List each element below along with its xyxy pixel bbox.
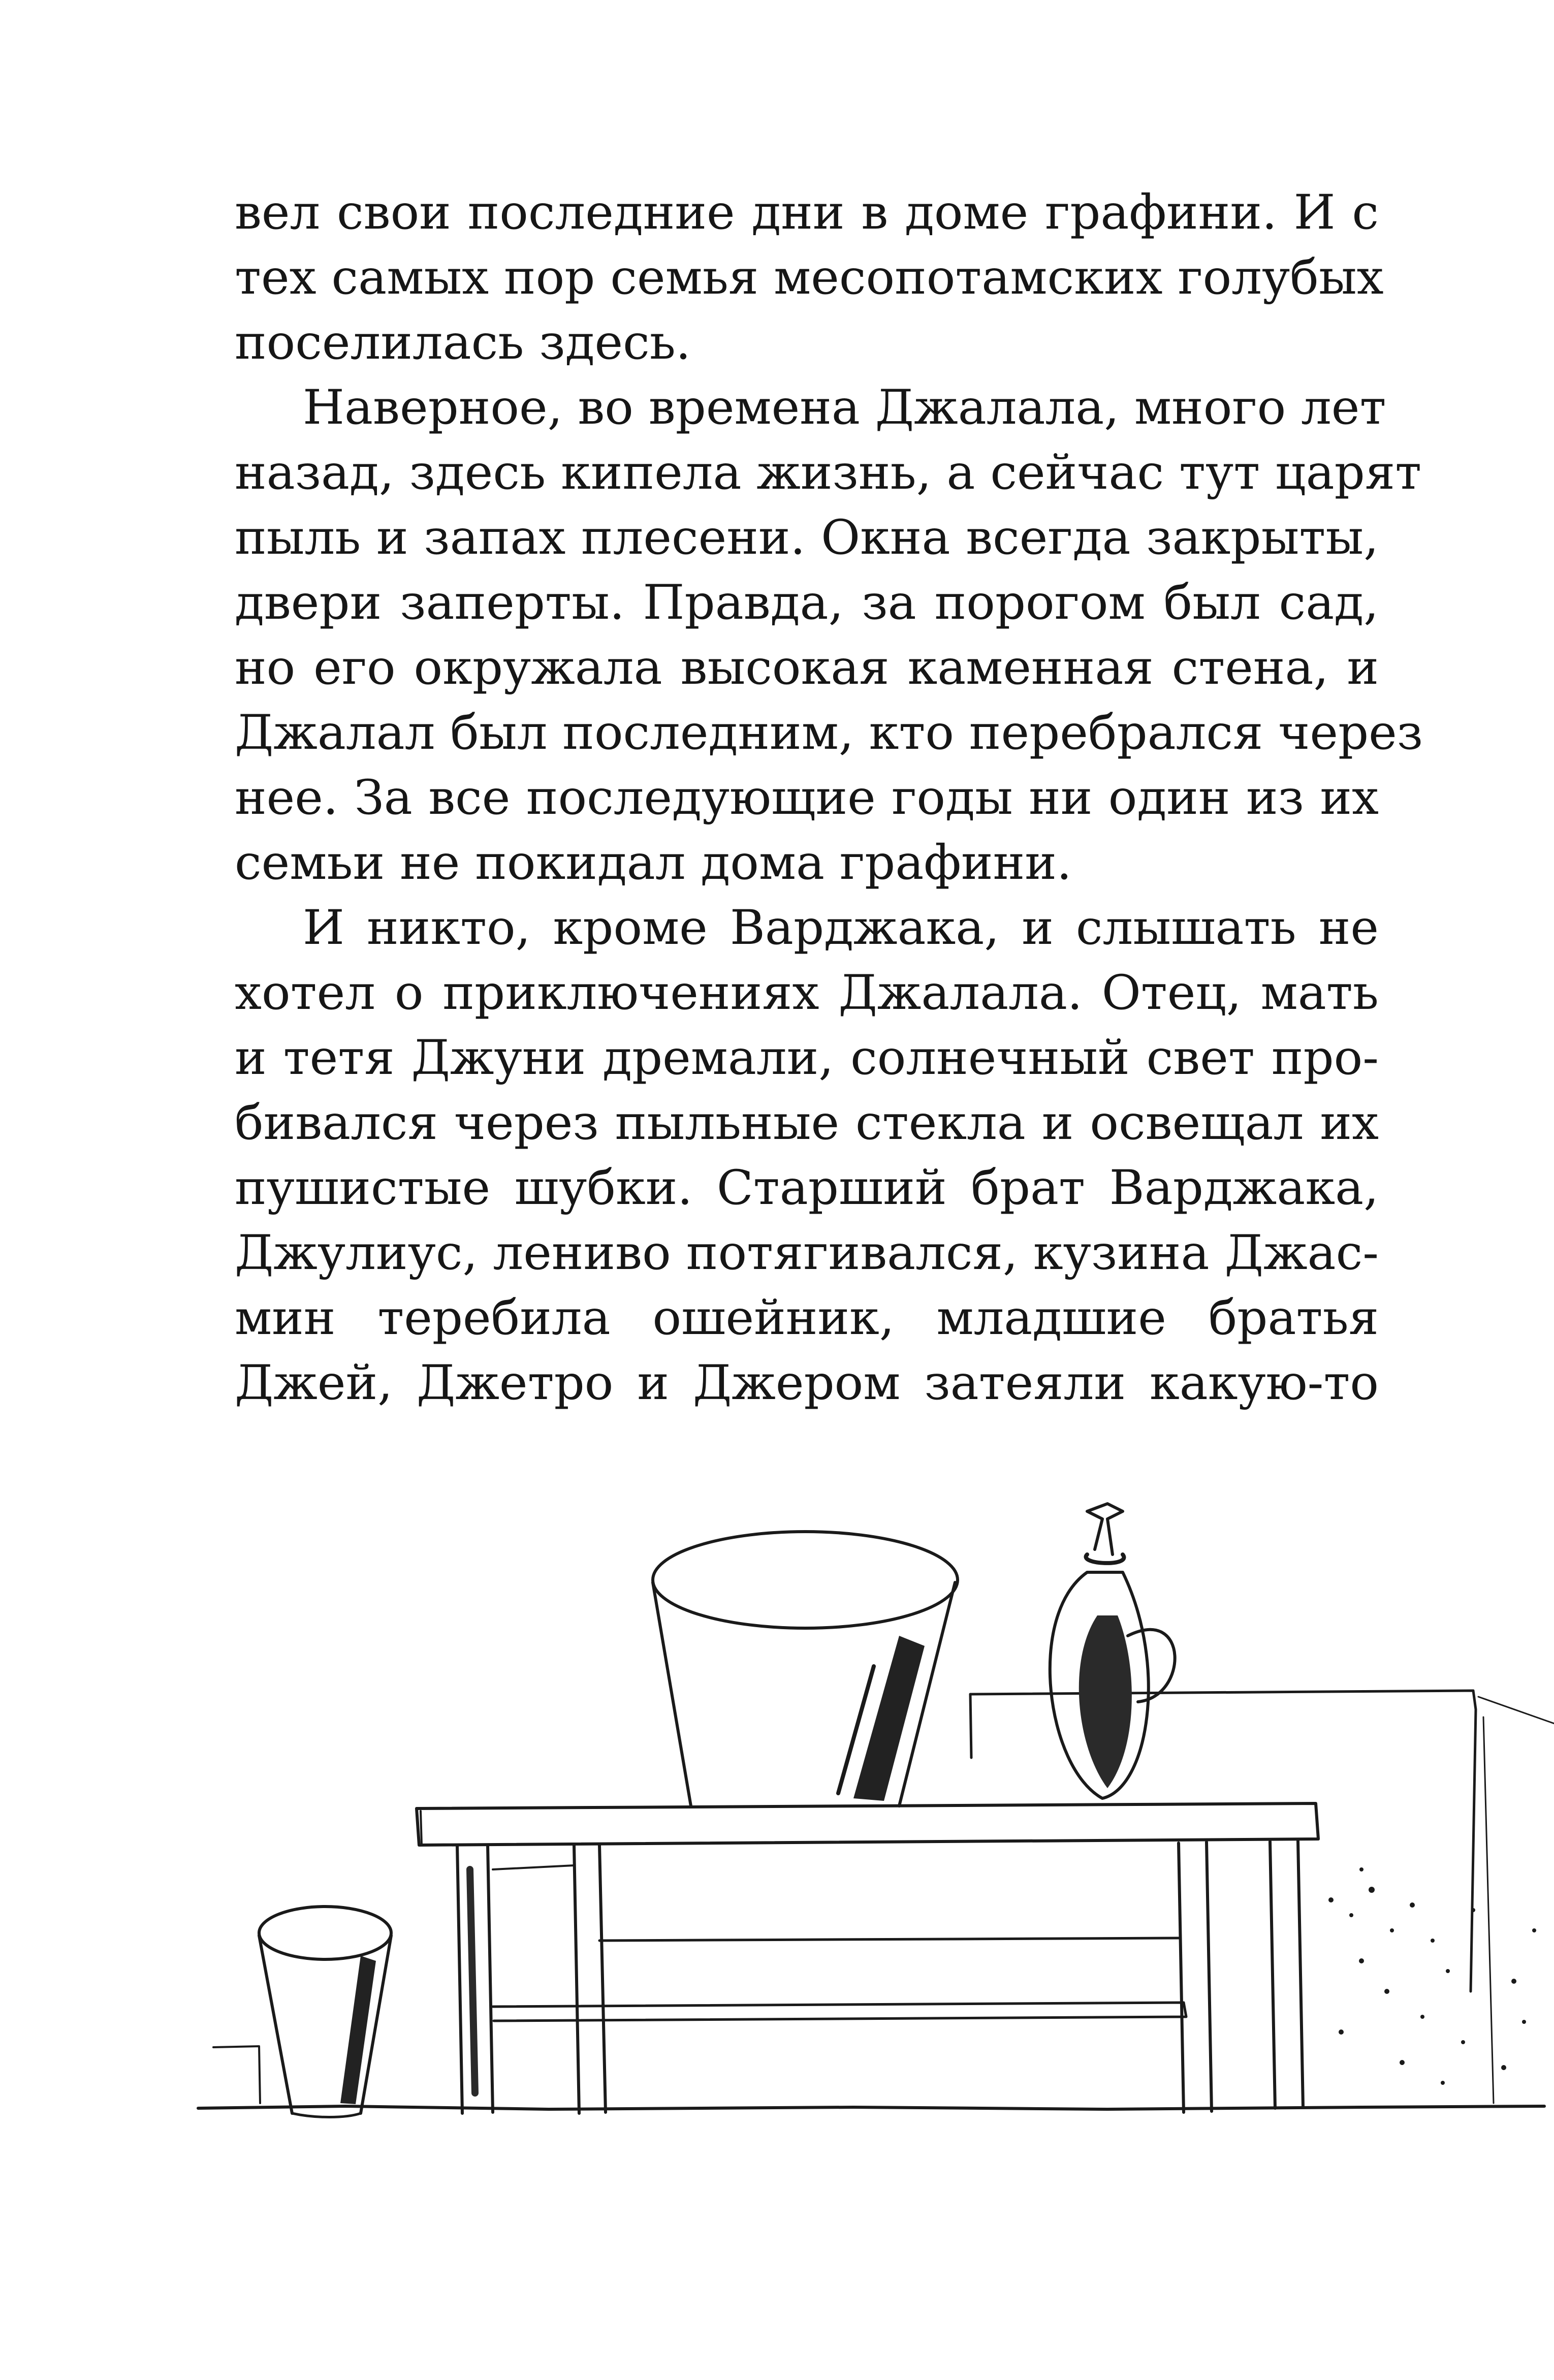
text-line: Джалал был последним, кто перебрался через: [235, 705, 1423, 760]
text-line: мин теребила ошейник, младшие братья: [235, 1290, 1379, 1346]
text-line: поселилась здесь.: [235, 315, 691, 370]
text-line: И никто, кроме Варджака, и слышать не: [303, 900, 1379, 956]
text-line: Наверное, во времена Джалала, много лет: [303, 380, 1386, 435]
text-line: хотел о приключениях Джалала. Отец, мать: [235, 965, 1379, 1021]
text-line: семьи не покидал дома графини.: [235, 835, 1072, 891]
text-line: вел свои последние дни в доме графини. И с: [235, 185, 1379, 240]
text-line: и тетя Джуни дремали, солнечный свет про-: [235, 1030, 1379, 1086]
paragraph-3: [235, 896, 1379, 1416]
text-line: двери заперты. Правда, за порогом был сад,: [235, 575, 1379, 630]
body-text: [235, 180, 1423, 1416]
text-line: нее. За все последующие годы ни один из их: [235, 770, 1379, 826]
paragraph-1: [235, 180, 1384, 375]
text-line: пыль и запах плесени. Окна всегда закрыты,: [235, 510, 1379, 565]
text-line: Джулиус, лениво потягивался, кузина Джас-: [235, 1225, 1379, 1281]
text-line: назад, здесь кипела жизнь, а сейчас тут царят: [235, 445, 1422, 500]
table-with-pots-sketch-icon: [193, 1483, 1554, 2154]
paragraph-2: [235, 375, 1423, 896]
text-line: бивался через пыльные стекла и освещал их: [235, 1095, 1379, 1151]
text-line: тех самых пор семья месопотамских голубых: [235, 250, 1384, 305]
text-line: Джей, Джетро и Джером затеяли какую-то: [235, 1355, 1379, 1411]
text-line: пушистые шубки. Старший брат Варджака,: [235, 1160, 1379, 1216]
text-line: но его окружала высокая каменная стена, и: [235, 640, 1379, 695]
